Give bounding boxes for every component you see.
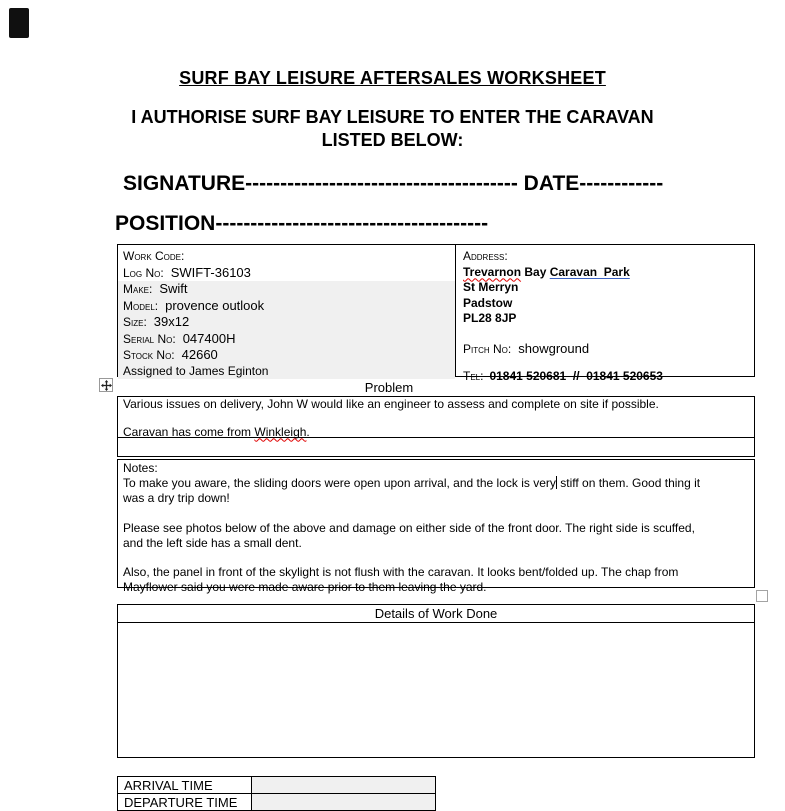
stock-value: 42660 bbox=[181, 347, 218, 362]
work-code-row: Work Code: bbox=[123, 249, 185, 263]
address-label-row: Address: bbox=[463, 249, 508, 263]
assigned-note: Assigned to James Eginton bbox=[123, 363, 269, 378]
size-value: 39x12 bbox=[153, 314, 190, 329]
page-title: SURF BAY LEISURE AFTERSALES WORKSHEET bbox=[179, 68, 606, 88]
notes-line: was a dry trip down! bbox=[123, 490, 230, 505]
table-row bbox=[118, 777, 436, 794]
address-cell[interactable] bbox=[456, 245, 754, 383]
stock-row: Stock No: 42660 bbox=[123, 347, 218, 362]
pitch-value: showground bbox=[518, 340, 590, 356]
empty-table-row[interactable] bbox=[117, 438, 755, 457]
notes-line: To make you aware, the sliding doors were open upon arrival, and the lock is very stiff on them. Good thing it bbox=[123, 475, 701, 490]
arrival-time-value[interactable] bbox=[252, 777, 436, 794]
arrival-time-label: ARRIVAL TIME bbox=[118, 777, 252, 794]
notes-line: Mayflower said you were made aware prior to them leaving the yard. bbox=[123, 580, 487, 595]
position-line: POSITION--------------------------------------- bbox=[115, 212, 489, 235]
tel-row: Tel: 01841 520681 // 01841 520653 bbox=[463, 369, 663, 383]
four-way-move-icon bbox=[101, 380, 112, 391]
notes-line: Also, the panel in front of the skylight is not flush with the caravan. It looks bent/folded up. The chap from bbox=[123, 565, 679, 580]
tel-value: 01841 520681 // 01841 520653 bbox=[489, 369, 663, 383]
problem-line-1: Various issues on delivery, John W would like an engineer to assess and complete on site if possible. bbox=[123, 397, 659, 411]
size-row: Size: 39x12 bbox=[123, 314, 190, 329]
make-value: Swift bbox=[159, 281, 188, 296]
serial-row: Serial No: 047400H bbox=[123, 330, 236, 346]
caravan-info-cell[interactable] bbox=[118, 245, 456, 376]
table-resize-handle[interactable] bbox=[756, 590, 768, 602]
departure-time-value[interactable] bbox=[252, 794, 436, 811]
notes-line: and the left side has a small dent. bbox=[123, 535, 302, 550]
make-row: Make: Swift bbox=[123, 281, 188, 296]
address-line-1: Trevarnon Bay Caravan Park bbox=[463, 264, 630, 279]
departure-time-label: DEPARTURE TIME bbox=[118, 794, 252, 811]
address-line-4: PL28 8JP bbox=[463, 311, 517, 325]
misspelled-word: Trevarnon bbox=[463, 264, 522, 279]
authorisation-line-2: LISTED BELOW: bbox=[321, 130, 464, 150]
log-no-value: SWIFT-36103 bbox=[170, 264, 251, 280]
caravan-info-table bbox=[117, 244, 755, 383]
notes-line: Please see photos below of the above and damage on either side of the front door. The right side is scuffed, bbox=[123, 520, 695, 535]
corner-mark bbox=[9, 8, 29, 38]
log-no-row: Log No: SWIFT-36103 bbox=[123, 264, 251, 280]
table-move-handle[interactable] bbox=[99, 378, 113, 392]
notes-cell[interactable] bbox=[117, 459, 755, 595]
problem-cell[interactable] bbox=[117, 396, 755, 438]
work-done-header: Details of Work Done bbox=[117, 604, 755, 623]
problem-line-2: Caravan has come from Winkleigh. bbox=[123, 424, 310, 439]
authorisation-line-1: I AUTHORISE SURF BAY LEISURE TO ENTER THE CARAVAN bbox=[131, 107, 654, 127]
address-line-2: St Merryn bbox=[463, 280, 519, 294]
misspelled-word: Winkleigh bbox=[254, 424, 307, 439]
caravan-park-link[interactable]: Caravan Park bbox=[549, 264, 630, 279]
pitch-row: Pitch No: showground bbox=[463, 340, 590, 356]
address-line-3: Padstow bbox=[463, 295, 513, 310]
shaded-fields bbox=[118, 281, 455, 379]
notes-label: Notes: bbox=[123, 461, 158, 475]
model-value: provence outlook bbox=[165, 297, 265, 313]
serial-value: 047400H bbox=[182, 330, 236, 346]
work-done-cell[interactable] bbox=[117, 622, 755, 758]
table-row bbox=[118, 794, 436, 811]
model-row: Model: provence outlook bbox=[123, 297, 265, 313]
times-table bbox=[117, 776, 436, 811]
problem-header: Problem bbox=[364, 380, 414, 395]
signature-date-line: SIGNATURE--------------------------------------- DATE------------ bbox=[123, 172, 664, 195]
